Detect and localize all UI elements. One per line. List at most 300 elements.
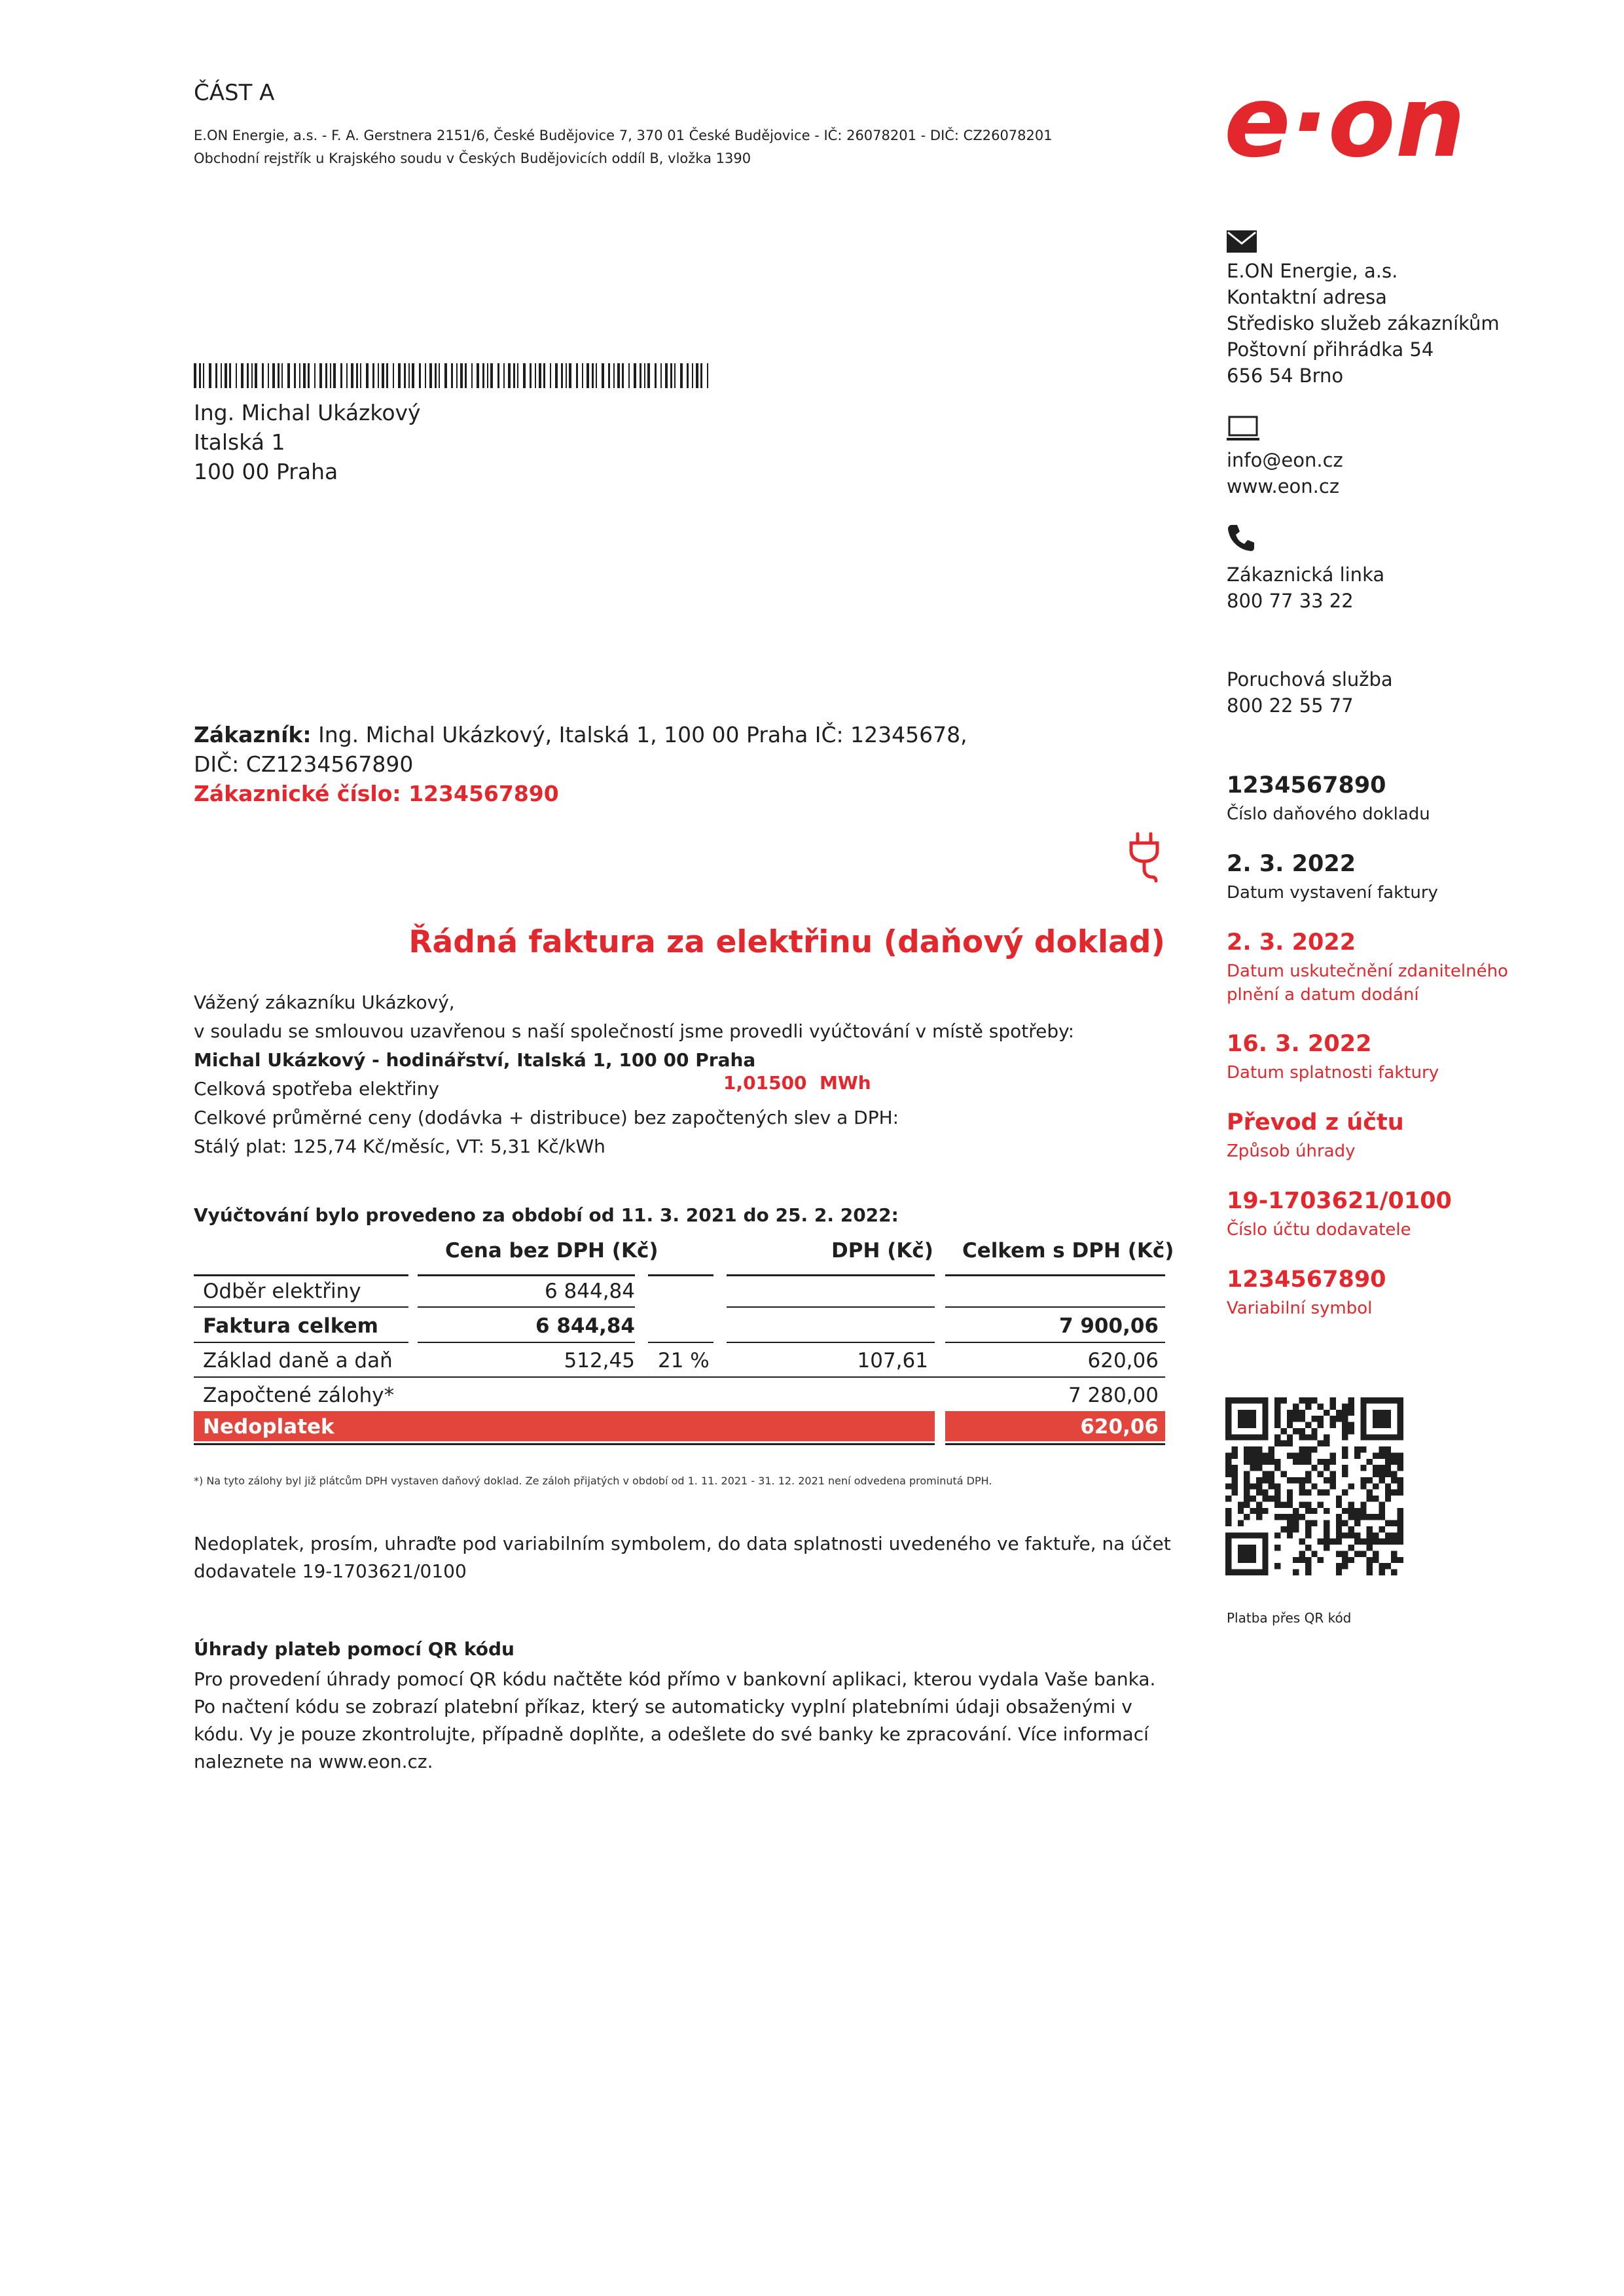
qr-module xyxy=(1329,1471,1335,1477)
qr-module xyxy=(1274,1434,1280,1440)
qr-module xyxy=(1354,1539,1360,1545)
qr-module xyxy=(1311,1520,1317,1526)
web-contact xyxy=(1227,447,1343,499)
qr-module xyxy=(1287,1520,1293,1526)
qr-module xyxy=(1244,1483,1250,1489)
qr-module xyxy=(1360,1446,1366,1452)
qr-module xyxy=(1385,1520,1391,1526)
qr-module xyxy=(1336,1539,1342,1545)
barcode-bar xyxy=(608,363,610,388)
qr-module xyxy=(1225,1416,1231,1422)
qr-module xyxy=(1250,1465,1256,1471)
qr-module xyxy=(1385,1459,1391,1465)
qr-module xyxy=(1262,1428,1268,1434)
qr-module xyxy=(1250,1434,1256,1440)
qr-module xyxy=(1238,1422,1244,1428)
qr-module xyxy=(1225,1471,1231,1477)
barcode-bar xyxy=(543,363,545,388)
qr-module xyxy=(1342,1557,1348,1563)
qr-module xyxy=(1238,1501,1244,1507)
qr-module xyxy=(1385,1416,1391,1422)
qr-module xyxy=(1256,1532,1262,1538)
barcode-bar xyxy=(241,363,244,388)
qr-module xyxy=(1360,1514,1366,1520)
table-rule xyxy=(945,1306,1165,1308)
qr-module xyxy=(1398,1397,1403,1403)
qr-module xyxy=(1293,1416,1299,1422)
barcode-bar xyxy=(221,363,222,388)
qr-module xyxy=(1280,1441,1286,1446)
table-rule xyxy=(648,1342,713,1343)
qr-module xyxy=(1318,1422,1324,1428)
qr-module xyxy=(1379,1539,1384,1545)
qr-module xyxy=(1299,1490,1305,1496)
barcode-bar xyxy=(696,363,698,388)
qr-module xyxy=(1398,1539,1403,1545)
qr-module xyxy=(1225,1563,1231,1569)
qr-module xyxy=(1231,1490,1237,1496)
barcode-bar xyxy=(412,363,414,388)
qr-module xyxy=(1391,1551,1397,1556)
barcode-bar xyxy=(680,363,683,388)
customer-number: Zákaznické číslo: 1234567890 xyxy=(194,781,559,806)
fault-label: Poruchová služba xyxy=(1227,668,1393,691)
payment-note: Nedoplatek, prosím, uhraďte pod variabilním symbolem, do data splatnosti uvedeného ve faktuře, na účet dodavatele 19-1703621/0100 xyxy=(194,1533,1171,1582)
qr-module xyxy=(1367,1397,1373,1403)
qr-module xyxy=(1274,1514,1280,1520)
supply-date-label-line: plnění a datum dodání xyxy=(1227,985,1419,1005)
qr-module xyxy=(1379,1526,1384,1532)
qr-module xyxy=(1360,1551,1366,1556)
qr-module xyxy=(1336,1551,1342,1556)
qr-module xyxy=(1398,1465,1403,1471)
table-rule xyxy=(194,1443,935,1445)
qr-module xyxy=(1318,1539,1324,1545)
qr-module xyxy=(1324,1490,1329,1496)
qr-module xyxy=(1244,1446,1250,1452)
qr-module xyxy=(1360,1434,1366,1440)
qr-module xyxy=(1324,1508,1329,1514)
qr-module xyxy=(1231,1570,1237,1575)
barcode-bar xyxy=(382,363,384,388)
qr-module xyxy=(1225,1545,1231,1551)
qr-module xyxy=(1398,1477,1403,1483)
qr-module xyxy=(1324,1532,1329,1538)
qr-module xyxy=(1367,1490,1373,1496)
header-vat: DPH (Kč) xyxy=(831,1239,933,1263)
qr-module xyxy=(1274,1483,1280,1489)
invoice-number: 1234567890 xyxy=(1227,772,1386,798)
table-row-net: 6 844,84 xyxy=(544,1280,635,1303)
table-rule xyxy=(727,1274,935,1276)
barcode-bar xyxy=(655,363,657,388)
qr-module xyxy=(1250,1508,1256,1514)
qr-module xyxy=(1256,1508,1262,1514)
recipient-name: Ing. Michal Ukázkový xyxy=(194,400,421,425)
table-rule xyxy=(418,1274,635,1276)
qr-module xyxy=(1262,1545,1268,1551)
qr-module xyxy=(1329,1477,1335,1483)
qr-module xyxy=(1379,1477,1384,1483)
barcode-bar xyxy=(251,363,253,388)
barcode-bar xyxy=(596,363,597,388)
qr-module xyxy=(1305,1446,1311,1452)
table-rule xyxy=(418,1306,635,1308)
qr-module xyxy=(1274,1441,1280,1446)
barcode-bar xyxy=(419,363,421,388)
qr-module xyxy=(1360,1508,1366,1514)
qr-module xyxy=(1287,1477,1293,1483)
qr-module xyxy=(1280,1514,1286,1520)
qr-module xyxy=(1238,1532,1244,1538)
qr-module xyxy=(1299,1539,1305,1545)
qr-module xyxy=(1250,1397,1256,1403)
qr-module xyxy=(1367,1570,1373,1575)
result-label: Nedoplatek xyxy=(203,1415,334,1439)
qr-module xyxy=(1391,1532,1397,1538)
qr-module xyxy=(1287,1416,1293,1422)
qr-module xyxy=(1354,1520,1360,1526)
mail-line: Středisko služeb zákazníkům xyxy=(1227,312,1500,334)
qr-module xyxy=(1398,1520,1403,1526)
barcode-bar xyxy=(356,363,358,388)
qr-module xyxy=(1373,1471,1379,1477)
qr-module xyxy=(1238,1557,1244,1563)
qr-module xyxy=(1385,1465,1391,1471)
header-total: Celkem s DPH (Kč) xyxy=(962,1239,1174,1263)
qr-module xyxy=(1373,1452,1379,1458)
qr-module xyxy=(1318,1403,1324,1409)
qr-module xyxy=(1348,1501,1354,1507)
qr-module xyxy=(1385,1434,1391,1440)
barcode-bar xyxy=(523,363,526,388)
qr-module xyxy=(1299,1477,1305,1483)
qr-module xyxy=(1318,1416,1324,1422)
mail-line: Poštovní přihrádka 54 xyxy=(1227,338,1434,361)
qr-module xyxy=(1398,1403,1403,1409)
qr-module xyxy=(1385,1452,1391,1458)
intro-text xyxy=(194,988,1176,1161)
qr-module xyxy=(1373,1557,1379,1563)
barcode-bar xyxy=(561,363,563,388)
qr-module xyxy=(1305,1459,1311,1465)
qr-module xyxy=(1305,1545,1311,1551)
qr-module xyxy=(1231,1397,1237,1403)
qr-module xyxy=(1360,1483,1366,1489)
qr-module xyxy=(1299,1434,1305,1440)
qr-module xyxy=(1305,1532,1311,1538)
qr-module xyxy=(1385,1563,1391,1569)
qr-module xyxy=(1305,1477,1311,1483)
qr-module xyxy=(1367,1526,1373,1532)
due-date-label: Datum splatnosti faktury xyxy=(1227,1063,1439,1083)
envelope-icon xyxy=(1227,230,1257,253)
fault-service xyxy=(1227,666,1393,719)
qr-module xyxy=(1360,1410,1366,1416)
document-title: Řádná faktura za elektřinu (daňový doklad) xyxy=(408,924,1165,960)
qr-module xyxy=(1379,1563,1384,1569)
qr-module xyxy=(1336,1410,1342,1416)
supply-date: 2. 3. 2022 xyxy=(1227,929,1356,956)
qr-module xyxy=(1379,1416,1384,1422)
contact-email[interactable]: info@eon.cz xyxy=(1227,449,1343,471)
qr-module xyxy=(1342,1428,1348,1434)
payment-method: Převod z účtu xyxy=(1227,1109,1404,1136)
qr-module xyxy=(1250,1459,1256,1465)
prices-label: Celkové průměrné ceny (dodávka + distribuce) bez započtených slev a DPH: xyxy=(194,1107,899,1128)
qr-module xyxy=(1373,1483,1379,1489)
table-row-label: Základ daně a daň xyxy=(203,1349,393,1372)
qr-module xyxy=(1324,1477,1329,1483)
qr-module xyxy=(1367,1514,1373,1520)
company-info xyxy=(194,124,1053,170)
qr-module xyxy=(1238,1416,1244,1422)
barcode-bar xyxy=(346,363,348,388)
qr-module xyxy=(1262,1410,1268,1416)
qr-module xyxy=(1379,1471,1384,1477)
qr-module xyxy=(1244,1416,1250,1422)
qr-module xyxy=(1391,1557,1397,1563)
barcode-bar xyxy=(530,363,532,388)
qr-module xyxy=(1293,1526,1299,1532)
qr-module xyxy=(1360,1501,1366,1507)
qr-module xyxy=(1398,1410,1403,1416)
qr-module xyxy=(1398,1422,1403,1428)
barcode-bar xyxy=(628,363,630,388)
qr-module xyxy=(1299,1428,1305,1434)
barcode-bar xyxy=(439,363,440,388)
qr-module xyxy=(1379,1501,1384,1507)
barcode-bar xyxy=(660,363,662,388)
qr-module xyxy=(1398,1526,1403,1532)
qr-module xyxy=(1348,1397,1354,1403)
qr-module xyxy=(1391,1539,1397,1545)
variable-symbol-label: Variabilní symbol xyxy=(1227,1299,1373,1318)
qr-module xyxy=(1391,1397,1397,1403)
qr-module xyxy=(1379,1397,1384,1403)
barcode-bar xyxy=(566,363,567,388)
qr-module xyxy=(1348,1557,1354,1563)
supply-date-label-line: Datum uskutečnění zdanitelného xyxy=(1227,961,1508,981)
qr-module xyxy=(1305,1563,1311,1569)
qr-module xyxy=(1262,1459,1268,1465)
qr-module xyxy=(1348,1545,1354,1551)
qr-module xyxy=(1324,1520,1329,1526)
barcode-bar xyxy=(378,363,379,388)
table-rule xyxy=(727,1342,935,1343)
qr-module xyxy=(1398,1483,1403,1489)
qr-module xyxy=(1274,1459,1280,1465)
barcode-bar xyxy=(330,363,331,388)
qr-module xyxy=(1305,1397,1311,1403)
qr-module xyxy=(1250,1483,1256,1489)
qr-module xyxy=(1398,1452,1403,1458)
qr-module xyxy=(1256,1434,1262,1440)
table-row-rate: 21 % xyxy=(658,1349,710,1372)
prices-value: Stálý plat: 125,74 Kč/měsíc, VT: 5,31 Kč/kWh xyxy=(194,1136,605,1157)
qr-module xyxy=(1329,1459,1335,1465)
qr-module xyxy=(1231,1471,1237,1477)
qr-module xyxy=(1329,1397,1335,1403)
qr-module xyxy=(1287,1496,1293,1501)
qr-module xyxy=(1244,1452,1250,1458)
qr-module xyxy=(1318,1471,1324,1477)
qr-module xyxy=(1342,1410,1348,1416)
barcode-bar xyxy=(268,363,269,388)
table-row-net: 512,45 xyxy=(564,1349,635,1372)
qr-module xyxy=(1373,1514,1379,1520)
qr-module xyxy=(1225,1452,1231,1458)
mail-contact xyxy=(1227,258,1500,389)
qr-module xyxy=(1225,1397,1231,1403)
qr-module xyxy=(1225,1465,1231,1471)
qr-module xyxy=(1262,1471,1268,1477)
customer-block xyxy=(194,720,979,808)
qr-module xyxy=(1342,1434,1348,1440)
barcode-bar xyxy=(247,363,249,388)
qr-module xyxy=(1293,1514,1299,1520)
qr-module xyxy=(1244,1557,1250,1563)
qr-module xyxy=(1262,1397,1268,1403)
table-row-net: 6 844,84 xyxy=(535,1314,635,1338)
qr-module xyxy=(1379,1434,1384,1440)
qr-module xyxy=(1329,1422,1335,1428)
qr-module xyxy=(1287,1452,1293,1458)
barcode-bar xyxy=(325,363,327,388)
barcode-bar xyxy=(622,363,624,388)
barcode-bar xyxy=(404,363,406,388)
barcode-bar xyxy=(582,363,583,388)
qr-module xyxy=(1244,1551,1250,1556)
qr-module xyxy=(1299,1452,1305,1458)
qr-module xyxy=(1305,1434,1311,1440)
barcode-bar xyxy=(308,363,310,388)
barcode-bar xyxy=(435,363,437,388)
barcode-bar xyxy=(360,363,361,388)
qr-module xyxy=(1336,1501,1342,1507)
qr-module xyxy=(1244,1501,1250,1507)
qr-module xyxy=(1391,1520,1397,1526)
qr-module xyxy=(1250,1545,1256,1551)
qr-module xyxy=(1269,1459,1274,1465)
qr-module xyxy=(1367,1459,1373,1465)
qr-module xyxy=(1354,1514,1360,1520)
barcode-bar xyxy=(236,363,237,388)
qr-module xyxy=(1336,1514,1342,1520)
qr-module xyxy=(1348,1514,1354,1520)
qr-module xyxy=(1269,1483,1274,1489)
qr-module xyxy=(1225,1557,1231,1563)
qr-module xyxy=(1225,1496,1231,1501)
qr-module xyxy=(1318,1557,1324,1563)
qr-module xyxy=(1373,1422,1379,1428)
qr-module xyxy=(1336,1416,1342,1422)
supplier-account-label: Číslo účtu dodavatele xyxy=(1227,1220,1411,1240)
qr-module xyxy=(1311,1465,1317,1471)
mail-line: Kontaktní adresa xyxy=(1227,286,1387,308)
qr-module xyxy=(1256,1490,1262,1496)
fault-number[interactable]: 800 22 55 77 xyxy=(1227,694,1354,717)
qr-module xyxy=(1367,1532,1373,1538)
customer-dic: DIČ: CZ1234567890 xyxy=(194,751,414,777)
qr-module xyxy=(1262,1403,1268,1409)
qr-module xyxy=(1391,1471,1397,1477)
qr-module xyxy=(1287,1434,1293,1440)
qr-module xyxy=(1250,1452,1256,1458)
qr-module xyxy=(1244,1545,1250,1551)
qr-module xyxy=(1398,1416,1403,1422)
table-row-total: 620,06 xyxy=(1087,1349,1159,1372)
supplier-account: 19-1703621/0100 xyxy=(1227,1188,1452,1214)
qr-module xyxy=(1385,1397,1391,1403)
qr-module xyxy=(1244,1570,1250,1575)
qr-module xyxy=(1305,1452,1311,1458)
qr-module xyxy=(1299,1410,1305,1416)
barcode-bar xyxy=(340,363,342,388)
qr-module xyxy=(1225,1483,1231,1489)
company-line-1: E.ON Energie, a.s. - F. A. Gerstnera 2151/6, České Budějovice 7, 370 01 České Budějovice - IČ: 26078201 - DIČ: CZ26078201 xyxy=(194,128,1053,143)
barcode-bar xyxy=(586,363,589,388)
qr-module xyxy=(1274,1465,1280,1471)
qr-module xyxy=(1354,1446,1360,1452)
qr-module xyxy=(1262,1422,1268,1428)
barcode-bar xyxy=(203,363,204,388)
qr-module xyxy=(1342,1416,1348,1422)
qr-section-text: Pro provedení úhrady pomocí QR kódu načtěte kód přímo v bankovní aplikaci, kterou vydala Vaše banka. Po načtení kódu se zobrazí platební příkaz, který se automaticky vyplní platebními údaji obsaženými v kódu. Vy je pouze zkontrolujte, případně doplňte, a odešlete do své banky ke zpracování. Více informací naleznete na www.eon.cz. xyxy=(194,1668,1156,1772)
qr-module xyxy=(1293,1403,1299,1409)
contact-website[interactable]: www.eon.cz xyxy=(1227,475,1340,497)
phone-number[interactable]: 800 77 33 22 xyxy=(1227,590,1354,612)
qr-module xyxy=(1348,1483,1354,1489)
qr-module xyxy=(1342,1422,1348,1428)
consumption-label: Celková spotřeba elektřiny xyxy=(194,1078,439,1100)
qr-module xyxy=(1256,1514,1262,1520)
mail-line: 656 54 Brno xyxy=(1227,365,1344,387)
plug-icon xyxy=(1126,831,1165,884)
qr-module xyxy=(1342,1532,1348,1538)
barcode-bar xyxy=(674,363,676,388)
qr-module xyxy=(1305,1490,1311,1496)
qr-module xyxy=(1342,1508,1348,1514)
qr-module xyxy=(1379,1452,1384,1458)
barcode-bar xyxy=(640,363,641,388)
qr-module xyxy=(1244,1532,1250,1538)
qr-module xyxy=(1367,1539,1373,1545)
qr-module xyxy=(1367,1477,1373,1483)
qr-module xyxy=(1360,1539,1366,1545)
qr-module xyxy=(1398,1459,1403,1465)
barcode-bar xyxy=(613,363,615,388)
qr-module xyxy=(1293,1557,1299,1563)
result-total: 620,06 xyxy=(1080,1415,1159,1439)
qr-module xyxy=(1324,1459,1329,1465)
qr-module xyxy=(1385,1490,1391,1496)
qr-module xyxy=(1379,1422,1384,1428)
qr-module xyxy=(1238,1508,1244,1514)
qr-module xyxy=(1274,1410,1280,1416)
qr-module xyxy=(1324,1441,1329,1446)
qr-module xyxy=(1299,1459,1305,1465)
qr-module xyxy=(1311,1551,1317,1556)
qr-module xyxy=(1238,1551,1244,1556)
eon-logo xyxy=(1224,79,1545,177)
qr-module xyxy=(1225,1459,1231,1465)
consumption-value: 1,01500 xyxy=(723,1072,807,1094)
qr-module xyxy=(1262,1557,1268,1563)
barcode-bar xyxy=(687,363,689,388)
qr-module xyxy=(1244,1434,1250,1440)
qr-module xyxy=(1269,1477,1274,1483)
